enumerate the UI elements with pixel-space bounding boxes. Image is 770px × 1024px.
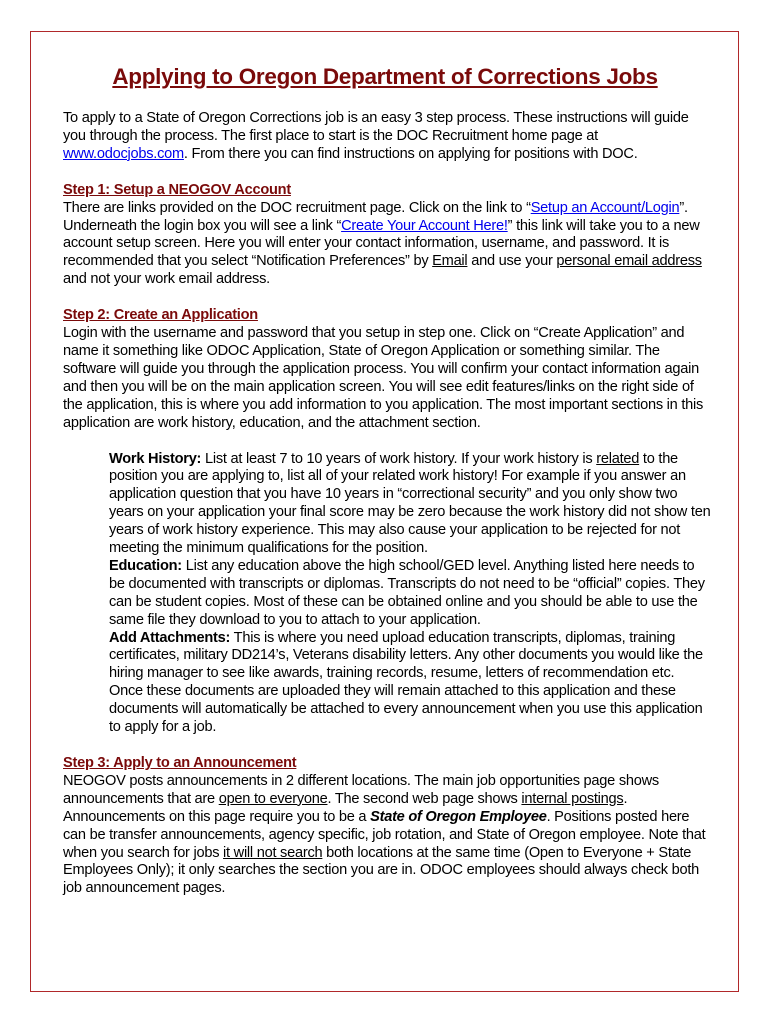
- text-run: ”. Underneath the login box you will see a link “: [63, 199, 688, 234]
- section-label: Education:: [109, 557, 182, 574]
- step3-body: [63, 773, 705, 896]
- text-run: To apply to a State of Oregon Corrections job is an easy 3 step process. These instructions will guide you through the process. The first place to start is the DOC Recruitment home page at: [63, 110, 689, 144]
- text-run: to the position you are applying to, list all of your related work history! For example if you answer an application question that you have 10 years in “correctional security” and you only show two years on your application your final score may be zero because the work history did not show ten years of work history experience. This may also cause your application to be rejected for not meeting the minimum qualifications for the position.: [109, 450, 711, 557]
- document-body: [63, 110, 711, 916]
- text-run: personal email address: [556, 253, 702, 270]
- text-run: List at least 7 to 10 years of work history. If your work history is: [201, 450, 597, 467]
- text-run: List any education above the high school/GED level. Anything listed here needs to be documented with transcripts or diplomas. Transcripts do not need to be “official” copies. They can be student copies. Most of these can be obtained online and you should be able to use the same file they download to you to attach to your application.: [109, 557, 705, 628]
- section-label: Add Attachments:: [109, 629, 231, 646]
- text-run: There are links provided on the DOC recruitment page. Click on the link to “: [63, 199, 531, 216]
- text-run: State of Oregon Employee: [370, 808, 547, 825]
- attachments-paragraph: [109, 630, 711, 737]
- section-label: Work History:: [109, 450, 202, 467]
- step3-section: [63, 755, 711, 898]
- text-run: and use your: [467, 253, 557, 270]
- step1-heading: Step 1: Setup a NEOGOV Account: [63, 181, 291, 198]
- work-history-paragraph: [109, 451, 711, 558]
- text-run: This is where you need upload education transcripts, diplomas, training certificates, military DD214’s, Veterans disability letters. Any other documents you would like the hiring manager to see like awards, training records, resume, letters of recommendation etc. Once these documents are uploaded they will remain attached to this application and these documents will automatically be attached to every announcement when you use this application to apply for a job.: [109, 629, 703, 736]
- text-run: related: [596, 450, 640, 467]
- hyperlink[interactable]: www.odocjobs.com: [63, 145, 184, 162]
- text-run: . From there you can find instructions on applying for positions with DOC.: [183, 145, 638, 162]
- hyperlink[interactable]: Setup an Account/Login: [530, 199, 680, 216]
- text-run: both locations at the same time (Open to Everyone + State Employees Only); it only searches the section you are in. ODOC employees should always check both job announcement pages.: [63, 844, 700, 897]
- step2-heading: Step 2: Create an Application: [63, 307, 258, 324]
- text-run: open to everyone: [218, 790, 328, 807]
- page-title: Applying to Oregon Department of Corrections Jobs: [112, 64, 658, 89]
- text-run: . Announcements on this page require you to be a: [63, 790, 628, 825]
- text-run: Email: [432, 253, 468, 270]
- intro-paragraph: [63, 110, 711, 164]
- step2-section: [63, 307, 711, 432]
- text-run: . The second web page shows: [327, 790, 522, 807]
- step1-section: [63, 182, 711, 289]
- text-run: internal postings: [521, 790, 624, 807]
- step3-heading: Step 3: Apply to an Announcement: [63, 755, 297, 771]
- text-run: it will not search: [223, 844, 323, 861]
- education-paragraph: [109, 558, 711, 630]
- text-run: and not your work email address.: [63, 271, 270, 288]
- step2-body: [63, 325, 703, 431]
- text-run: . Positions posted here can be transfer announcements, agency specific, job rotation, and State of Oregon employee. Note that when you search for jobs: [63, 808, 706, 861]
- step1-body: [63, 200, 702, 288]
- hyperlink[interactable]: Create Your Account Here!: [341, 217, 508, 234]
- text-run: Login with the username and password that you setup in step one. Click on “Create Application” and name it something like ODOC Application, State of Oregon Application or something similar. The software will guide you through the application process. You will confirm your contact information again and then you will be on the main application screen. You will see edit features/links on the right side of the application, this is where you add information to you application. The most important sections in this application are work history, education, and the attachment section.: [63, 325, 704, 431]
- text-run: ” this link will take you to a new account setup screen. Here you will enter your contact information, username, and password. It is recommended that you select “Notification Preferences” by: [63, 217, 700, 270]
- text-run: NEOGOV posts announcements in 2 different locations. The main job opportunities page shows announcements that are: [63, 772, 659, 807]
